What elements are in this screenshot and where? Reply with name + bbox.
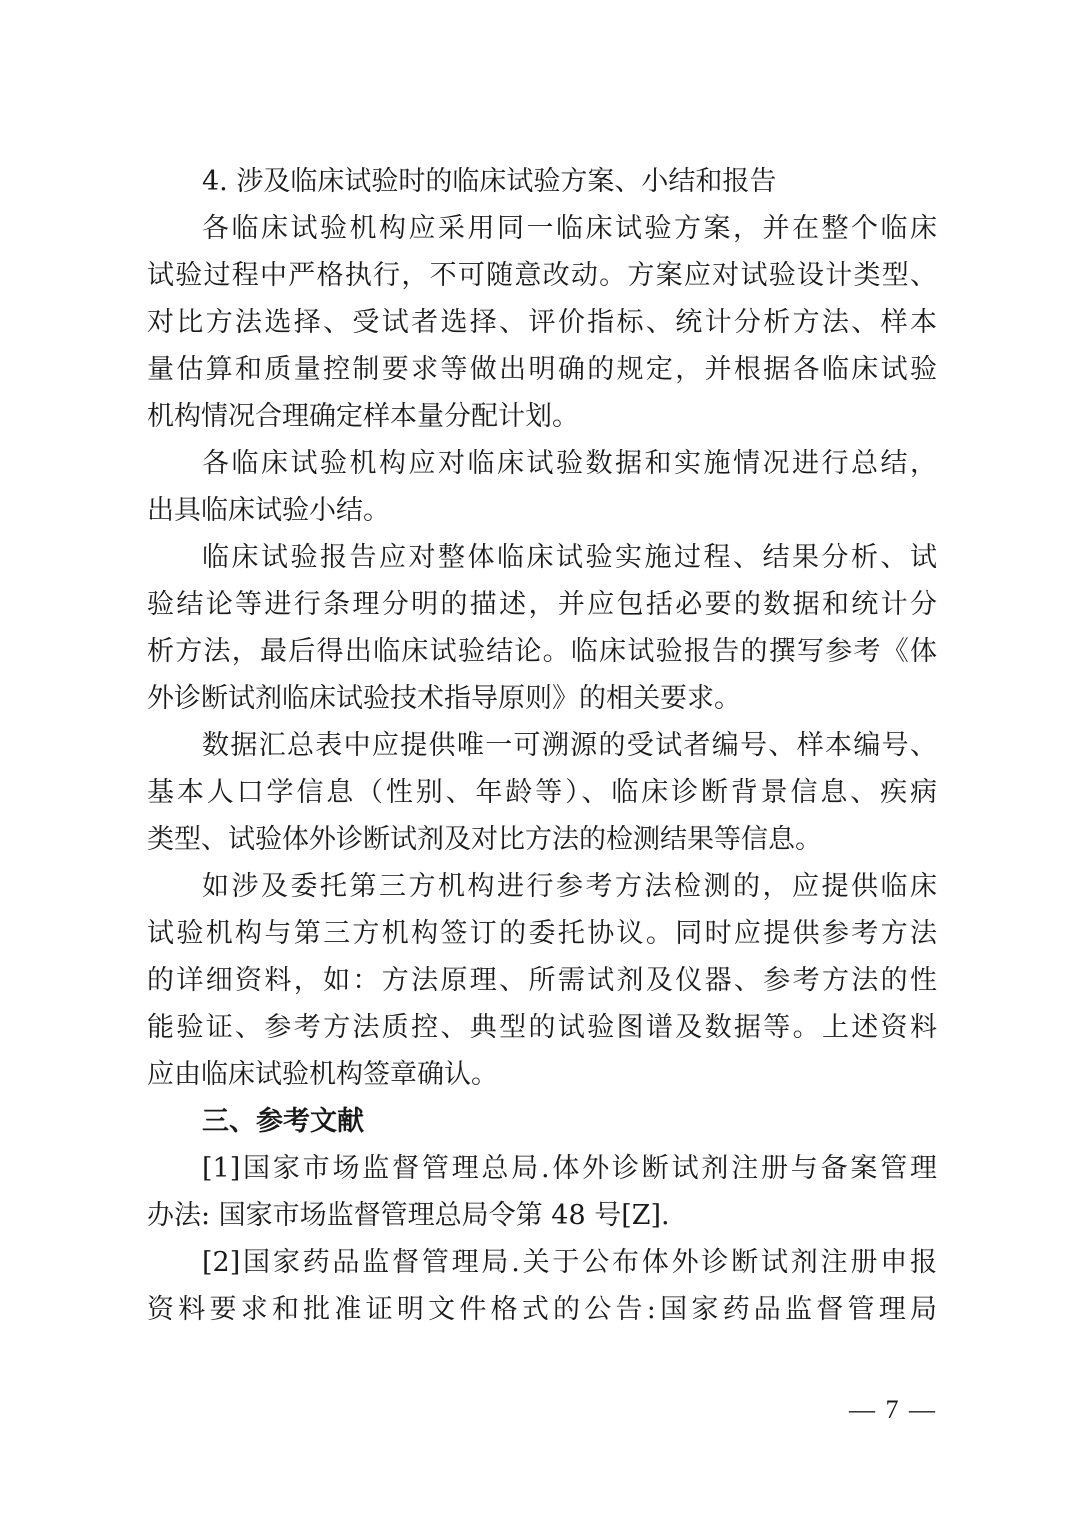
paragraph-line: 临床试验报告应对整体临床试验实施过程、结果分析、试 bbox=[202, 542, 937, 573]
paragraph-line: 类型、试验体外诊断试剂及对比方法的检测结果等信息。 bbox=[147, 824, 822, 855]
reference-line: 资料要求和批准证明文件格式的公告:国家药品监督管理局 bbox=[147, 1294, 937, 1325]
reference-line: [2]国家药品监督管理局.关于公布体外诊断试剂注册申报 bbox=[202, 1247, 937, 1278]
paragraph-line: 如涉及委托第三方机构进行参考方法检测的，应提供临床 bbox=[202, 871, 937, 902]
paragraph-line: 验结论等进行条理分明的描述，并应包括必要的数据和统计分 bbox=[147, 589, 937, 620]
section-heading: 三、参考文献 bbox=[202, 1106, 364, 1137]
paragraph-line: 试验机构与第三方机构签订的委托协议。同时应提供参考方法 bbox=[147, 918, 937, 949]
paragraph-line: 的详细资料，如：方法原理、所需试剂及仪器、参考方法的性 bbox=[147, 965, 937, 996]
paragraph-line: 数据汇总表中应提供唯一可溯源的受试者编号、样本编号、 bbox=[202, 730, 937, 761]
paragraph-line: 机构情况合理确定样本量分配计划。 bbox=[147, 401, 579, 432]
document-body bbox=[147, 158, 937, 1333]
reference-line: [1]国家市场监督管理总局.体外诊断试剂注册与备案管理 bbox=[202, 1153, 937, 1184]
paragraph-line: 析方法，最后得出临床试验结论。临床试验报告的撰写参考《体 bbox=[147, 636, 937, 667]
section-item-heading: 4. 涉及临床试验时的临床试验方案、小结和报告 bbox=[202, 166, 777, 197]
paragraph-line: 出具临床试验小结。 bbox=[147, 495, 390, 526]
paragraph-line: 对比方法选择、受试者选择、评价指标、统计分析方法、样本 bbox=[147, 307, 937, 338]
paragraph-line: 基本人口学信息（性别、年龄等）、临床诊断背景信息、疾病 bbox=[147, 777, 937, 808]
paragraph-line: 外诊断试剂临床试验技术指导原则》的相关要求。 bbox=[147, 683, 741, 714]
paragraph-line: 能验证、参考方法质控、典型的试验图谱及数据等。上述资料 bbox=[147, 1012, 937, 1043]
paragraph-line: 试验过程中严格执行，不可随意改动。方案应对试验设计类型、 bbox=[147, 260, 937, 291]
paragraph-line: 应由临床试验机构签章确认。 bbox=[147, 1059, 498, 1090]
paragraph-line: 各临床试验机构应采用同一临床试验方案，并在整个临床 bbox=[202, 213, 937, 244]
page-number: — 7 — bbox=[849, 1395, 937, 1424]
reference-line: 办法: 国家市场监督管理总局令第 48 号[Z]. bbox=[147, 1200, 670, 1231]
paragraph-line: 量估算和质量控制要求等做出明确的规定，并根据各临床试验 bbox=[147, 354, 937, 385]
paragraph-line: 各临床试验机构应对临床试验数据和实施情况进行总结， bbox=[202, 448, 937, 479]
